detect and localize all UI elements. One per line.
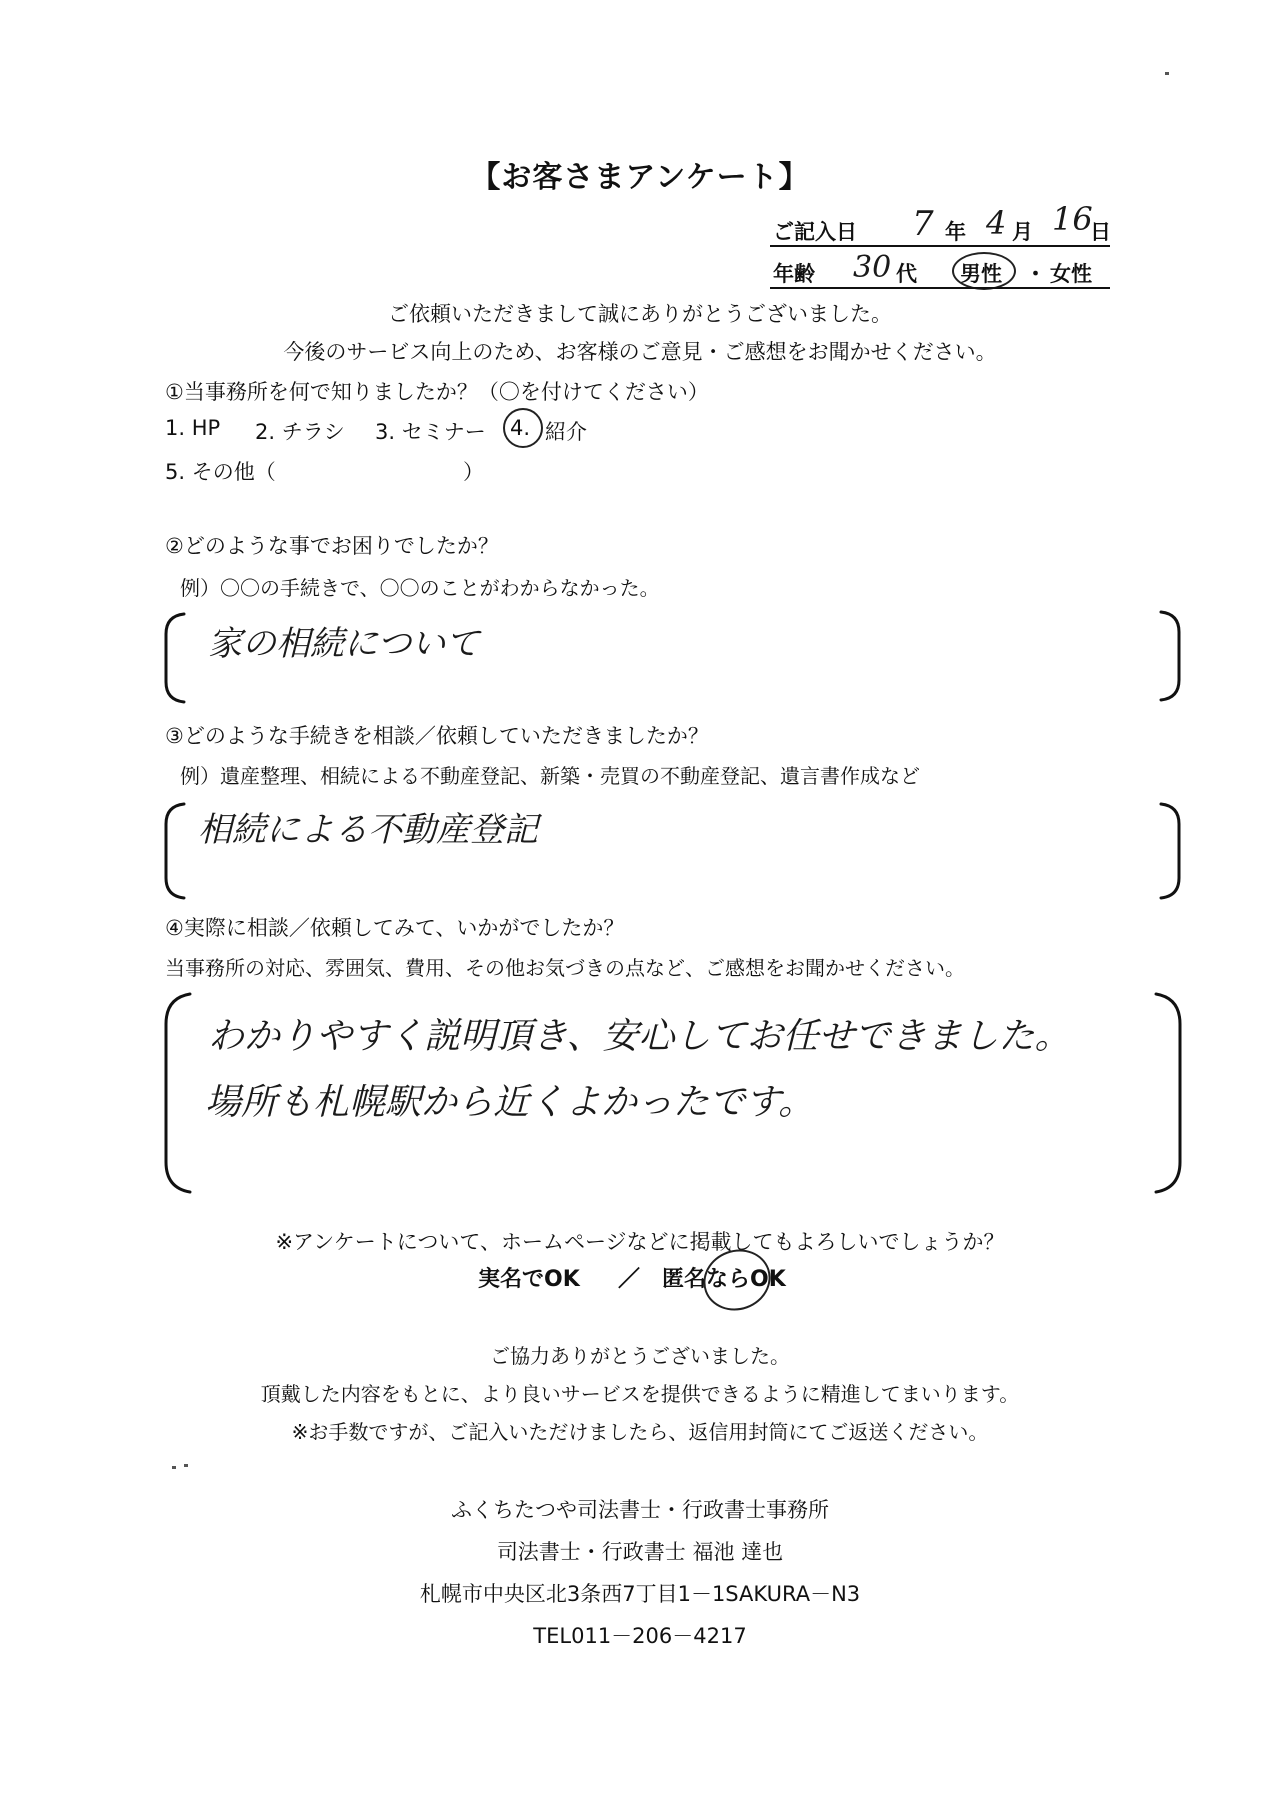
footer-person-name: 司法書士・行政書士 福池 達也 <box>496 1540 784 1564</box>
scan-speck <box>1165 72 1169 75</box>
q3-example: 例）遺産整理、相続による不動産登記、新築・売買の不動産登記、遺言書作成など <box>180 764 920 788</box>
closing-line-2: 頂戴した内容をもとに、より良いサービスを提供できるように精進してまいります。 <box>260 1382 1020 1406</box>
q4-bracket-left <box>162 990 198 1196</box>
q1-option-other[interactable]: 5. その他（ <box>165 460 276 484</box>
q1-option-referral[interactable]: 紹介 <box>545 420 587 444</box>
q1-option-other-close: ） <box>463 460 484 484</box>
closing-line-1: ご協力ありがとうございました。 <box>490 1344 790 1368</box>
q1-option-referral-number[interactable]: 4. <box>510 416 531 440</box>
scan-speck <box>184 1464 188 1467</box>
q4-question: ④実際に相談／依頼してみて、いかがでしたか？ <box>165 916 625 940</box>
gender-female[interactable]: 女性 <box>1050 262 1092 286</box>
scan-speck <box>172 1466 176 1469</box>
publish-separator: ／ <box>618 1267 641 1292</box>
page-title: 【お客さまアンケート】 <box>470 160 810 195</box>
q3-answer[interactable]: 相続による不動産登記 <box>198 810 538 850</box>
publish-option-anonymous[interactable]: 匿名ならOK <box>662 1267 786 1292</box>
q3-bracket-left <box>162 800 192 902</box>
footer-office-name: ふくちたつや司法書士・行政書士事務所 <box>451 1498 829 1522</box>
q2-bracket-right <box>1155 608 1185 704</box>
q1-referral-circle <box>503 408 543 448</box>
age-unit: 代 <box>896 262 917 286</box>
age-underline <box>770 287 1110 289</box>
publish-question: ※アンケートについて、ホームページなどに掲載してもよろしいでしょうか？ <box>275 1230 1005 1254</box>
q3-question: ③どのような手続きを相談／依頼していただきましたか？ <box>165 724 709 748</box>
footer-tel[interactable]: TEL011－206－4217 <box>533 1624 747 1648</box>
day-label: 日 <box>1090 220 1111 244</box>
gender-separator: ・ <box>1025 262 1046 286</box>
month-value[interactable]: 4 <box>986 204 1007 242</box>
date-label: ご記入日 <box>773 220 857 244</box>
footer-address: 札幌市中央区北3条西7丁目1－1SAKURA－N3 <box>419 1582 861 1606</box>
q2-bracket-left <box>162 610 192 706</box>
q2-answer[interactable]: 家の相続について <box>208 624 480 664</box>
q4-bracket-right <box>1150 990 1186 1196</box>
q4-answer-line-1[interactable]: わかりやすく説明頂き、安心してお任せできました。 <box>208 1016 1071 1057</box>
age-value[interactable]: 30 <box>853 250 892 285</box>
q1-option-flyer[interactable]: 2. チラシ <box>255 420 345 444</box>
q1-option-seminar[interactable]: 3. セミナー <box>375 420 486 444</box>
age-label: 年齢 <box>773 262 815 286</box>
q3-bracket-right <box>1155 800 1185 902</box>
closing-line-3: ※お手数ですが、ご記入いただけましたら、返信用封筒にてご返送ください。 <box>291 1420 989 1444</box>
intro-line-2: 今後のサービス向上のため、お客様のご意見・ご感想をお聞かせください。 <box>283 340 997 364</box>
q1-option-hp[interactable]: 1. HP <box>165 416 221 440</box>
q2-question: ②どのような事でお困りでしたか？ <box>165 534 499 558</box>
date-underline <box>770 245 1110 247</box>
gender-male[interactable]: 男性 <box>960 262 1002 286</box>
month-label: 月 <box>1012 220 1033 244</box>
q1-question: ①当事務所を何で知りましたか？（〇を付けてください） <box>165 380 709 404</box>
q2-example: 例）〇〇の手続きで、〇〇のことがわからなかった。 <box>180 576 660 600</box>
q4-answer-line-2[interactable]: 場所も札幌駅から近くよかったです。 <box>205 1082 815 1123</box>
publish-option-real-name[interactable]: 実名でOK <box>478 1267 580 1292</box>
intro-line-1: ご依頼いただきまして誠にありがとうございました。 <box>388 302 892 326</box>
year-label: 年 <box>945 220 966 244</box>
day-value[interactable]: 16 <box>1052 200 1093 238</box>
q4-example: 当事務所の対応、雰囲気、費用、その他お気づきの点など、ご感想をお聞かせください。 <box>165 956 965 980</box>
year-value[interactable]: 7 <box>912 204 934 244</box>
gender-male-circle <box>952 252 1016 290</box>
